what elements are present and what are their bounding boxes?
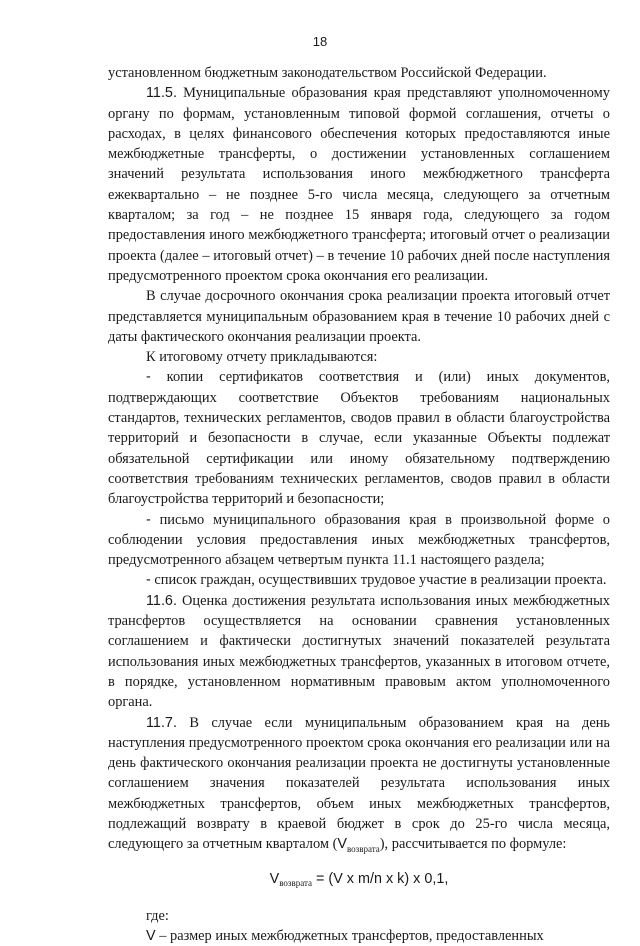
paragraph-text: Оценка достижения результата использования иных межбюджетных трансфертов осуществляется на основании сравнения установленных соглашением и фактически достигнутых значений показателей результата использования иных межбюджетных трансфертов, указанных в итоговом отчете, в порядке, установленном нормативным правовым актом уполномоченного органа. — [108, 592, 610, 711]
formula-lhs: V — [269, 871, 280, 888]
definition-text: – размер иных межбюджетных трансфертов, предоставленных — [155, 928, 544, 945]
bullet-dash: - — [146, 572, 151, 589]
bullet-text: список граждан, осуществивших трудовое участие в реализации проекта. — [150, 572, 607, 589]
symbol-v: V — [337, 836, 347, 853]
definition-symbol: V — [146, 928, 156, 945]
definition-v — [108, 926, 610, 946]
bullet-text: копии сертификатов соответствия и (или) иных документов, подтверждающих соответствие Объектов требованиям национальных стандартов, технических регламентов, сводов правил в области благоустройства территорий и безопасности в случае, если указанные Объекты подлежат обязательной сертификации или иному обязательному подтверждению соответствия требованиям технических регламентов, сводов правил в области благоустройства территорий и безопасности; — [108, 369, 610, 508]
paragraph-text-end: ), рассчитывается по формуле: — [379, 836, 567, 853]
where-label: где: — [146, 907, 169, 924]
bullet-dash: - — [146, 369, 151, 386]
paragraph-text: В случае если муниципальным образованием края на день наступления предусмотренного проектом срока окончания его реализации или на день фактического окончания реализации проекта не достигнуты установленные соглашением значения показателей результата использования иных межбюджетных трансфертов, объем иных межбюджетных трансфертов, подлежащий возврату в краевой бюджет в срок до 25-го числа месяца, следующего за отчетным кварталом ( — [108, 714, 610, 853]
section-number: 11.7. — [146, 714, 177, 731]
bullet-citizens-list — [108, 570, 610, 590]
document-body — [108, 63, 610, 946]
bullet-dash: - — [146, 511, 151, 528]
formula — [108, 869, 610, 893]
paragraph-11-5 — [108, 83, 610, 286]
section-number: 11.6. — [146, 592, 177, 609]
section-number: 11.5. — [146, 85, 177, 102]
paragraph-attachments-intro: К итоговому отчету прикладываются: — [146, 349, 378, 366]
formula-subscript: возврата — [279, 878, 313, 889]
paragraph-11-7 — [108, 713, 610, 860]
paragraph-text: Муниципальные образования края представляют уполномоченному органу по формам, установленным типовой формой соглашения, отчеты о расходах, в целях финансового обеспечения которых предоставляются иные межбюджетные трансферты, о достижении установленных соглашением значений результата использования иного межбюджетного трансферта ежеквартально – не позднее 5-го числа месяца, следующего за отчетным кварталом; за год – не позднее 15 января года, следующего за годом предоставления иного межбюджетного трансферта; итоговый отчет о реализации проекта (далее – итоговый отчет) – в течение 10 рабочих дней после наступления предусмотренного проектом срока окончания его реализации. — [108, 85, 610, 284]
paragraph-continuation: установленном бюджетным законодательством Российской Федерации. — [108, 65, 547, 81]
paragraph-11-6 — [108, 591, 610, 713]
page-number: 18 — [312, 34, 328, 49]
formula-rhs: = (V x m/n x k) x 0,1, — [312, 871, 449, 888]
bullet-text: письмо муниципального образования края в произвольной форме о соблюдении условия предоставления иных межбюджетных трансфертов, предусмотренного абзацем четвертым пункта 11.1 настоящего раздела; — [108, 511, 610, 569]
paragraph-early-termination: В случае досрочного окончания срока реализации проекта итоговый отчет представляется муниципальным образованием края в течение 10 рабочих дней с даты фактического окончания реализации проекта. — [108, 288, 610, 345]
symbol-subscript: возврата — [346, 844, 380, 855]
bullet-certificates — [108, 367, 610, 509]
bullet-letter — [108, 510, 610, 571]
